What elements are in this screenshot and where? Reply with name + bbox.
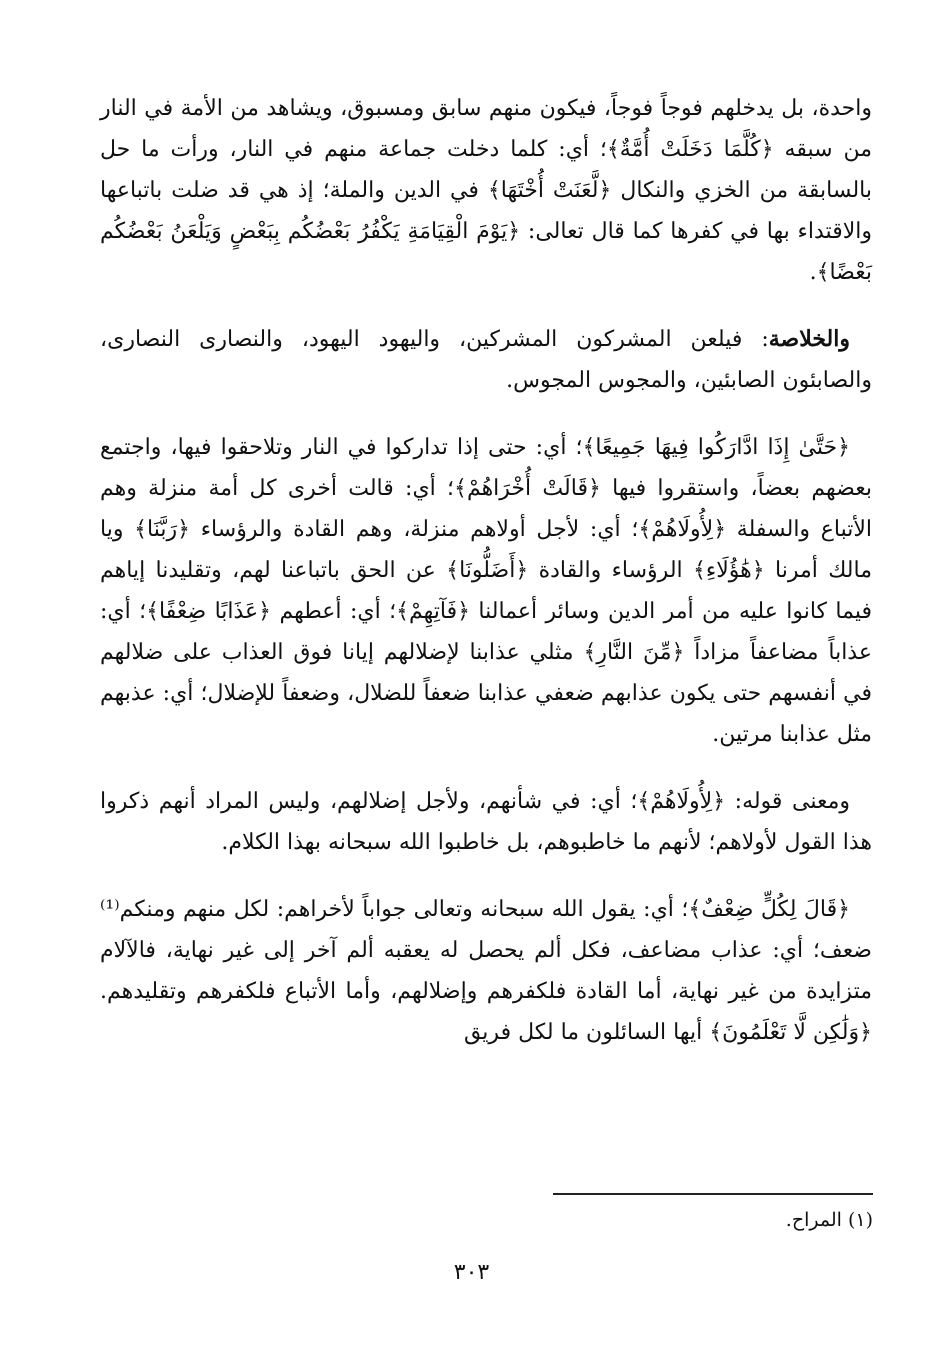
summary-heading: والخلاصة [768, 326, 850, 352]
paragraph-1 [100, 88, 872, 293]
main-text [100, 88, 872, 1079]
paragraph-1-text: واحدة، بل يدخلهم فوجاً فوجاً، فيكون منهم سابق ومسبوق، ويشاهد من الأمة في النار من سبقه ﴿كُلَّمَا دَخَلَتْ أُمَّةٌ﴾؛ أي: كلما دخلت جماعة منهم في النار، ورأت ما حل بالسابقة من الخزي والنكال ﴿لَّعَنَتْ أُخْتَهَا﴾ في الدين والملة؛ إذ هي قد ضلت باتباعها والاقتداء بها في كفرها كما قال تعالى: ﴿يَوْمَ الْقِيَامَةِ يَكْفُرُ بَعْضُكُم بِبَعْضٍ وَيَلْعَنُ بَعْضُكُم بَعْضًا﴾. [100, 96, 872, 285]
footnote: (١) المراح. [785, 1209, 873, 1231]
paragraph-3 [100, 427, 872, 755]
footnote-divider [553, 1193, 873, 1195]
paragraph-5-text: ﴿قَالَ لِكُلٍّ ضِعْفٌ﴾؛ أي: يقول الله سبحانه وتعالى جواباً لأخراهم: لكل منهم ومنكم⁽¹⁾ ضعف؛ أي: عذاب مضاعف، فكل ألم يحصل له يعقبه ألم آخر إلى غير نهاية، فالآلام متزايدة من غير نهاية، أما القادة فلكفرهم وإضلالهم، وأما الأتباع فلكفرهم وتقليدهم. ﴿وَلَٰكِن لَّا تَعْلَمُونَ﴾ أيها السائلون ما لكل فريق [100, 897, 872, 1045]
page-number: ٣٠٣ [453, 1260, 490, 1285]
paragraph-2 [100, 319, 872, 401]
paragraph-5 [100, 889, 872, 1053]
paragraph-4 [100, 781, 872, 863]
paragraph-2-text: : فيلعن المشركون المشركين، واليهود اليهود، والنصارى النصارى، والصابئون الصابئين، والمجوس المجوس. [100, 327, 872, 393]
paragraph-3-text: ﴿حَتَّىٰ إِذَا ادَّارَكُوا فِيهَا جَمِيعًا﴾؛ أي: حتى إذا تداركوا في النار وتلاحقوا فيها، واجتمع بعضهم بعضاً، واستقروا فيها ﴿قَالَتْ أُخْرَاهُمْ﴾؛ أي: قالت أخرى كل أمة منزلة وهم الأتباع والسفلة ﴿لِأُولَاهُمْ﴾؛ أي: لأجل أولاهم منزلة، وهم القادة والرؤساء ﴿رَبَّنَا﴾ ويا مالك أمرنا ﴿هَٰؤُلَاءِ﴾ الرؤساء والقادة ﴿أَضَلُّونَا﴾ عن الحق باتباعنا لهم، وتقليدنا إياهم فيما كانوا عليه من أمر الدين وسائر أعمالنا ﴿فَآتِهِمْ﴾؛ أي: أعطهم ﴿عَذَابًا ضِعْفًا﴾؛ أي: عذاباً مضاعفاً مزاداً ﴿مِّنَ النَّارِ﴾ مثلي عذابنا لإضلالهم إيانا فوق العذاب على ضلالهم في أنفسهم حتى يكون عذابهم ضعفي عذابنا ضعفاً للضلال، وضعفاً للإضلال؛ أي: عذبهم مثل عذابنا مرتين. [100, 435, 872, 747]
paragraph-4-text: ومعنى قوله: ﴿لِأُولَاهُمْ﴾؛ أي: في شأنهم، ولأجل إضلالهم، وليس المراد أنهم ذكروا هذا القول لأولاهم؛ لأنهم ما خاطبوهم، بل خاطبوا الله سبحانه بهذا الكلام. [100, 789, 872, 855]
